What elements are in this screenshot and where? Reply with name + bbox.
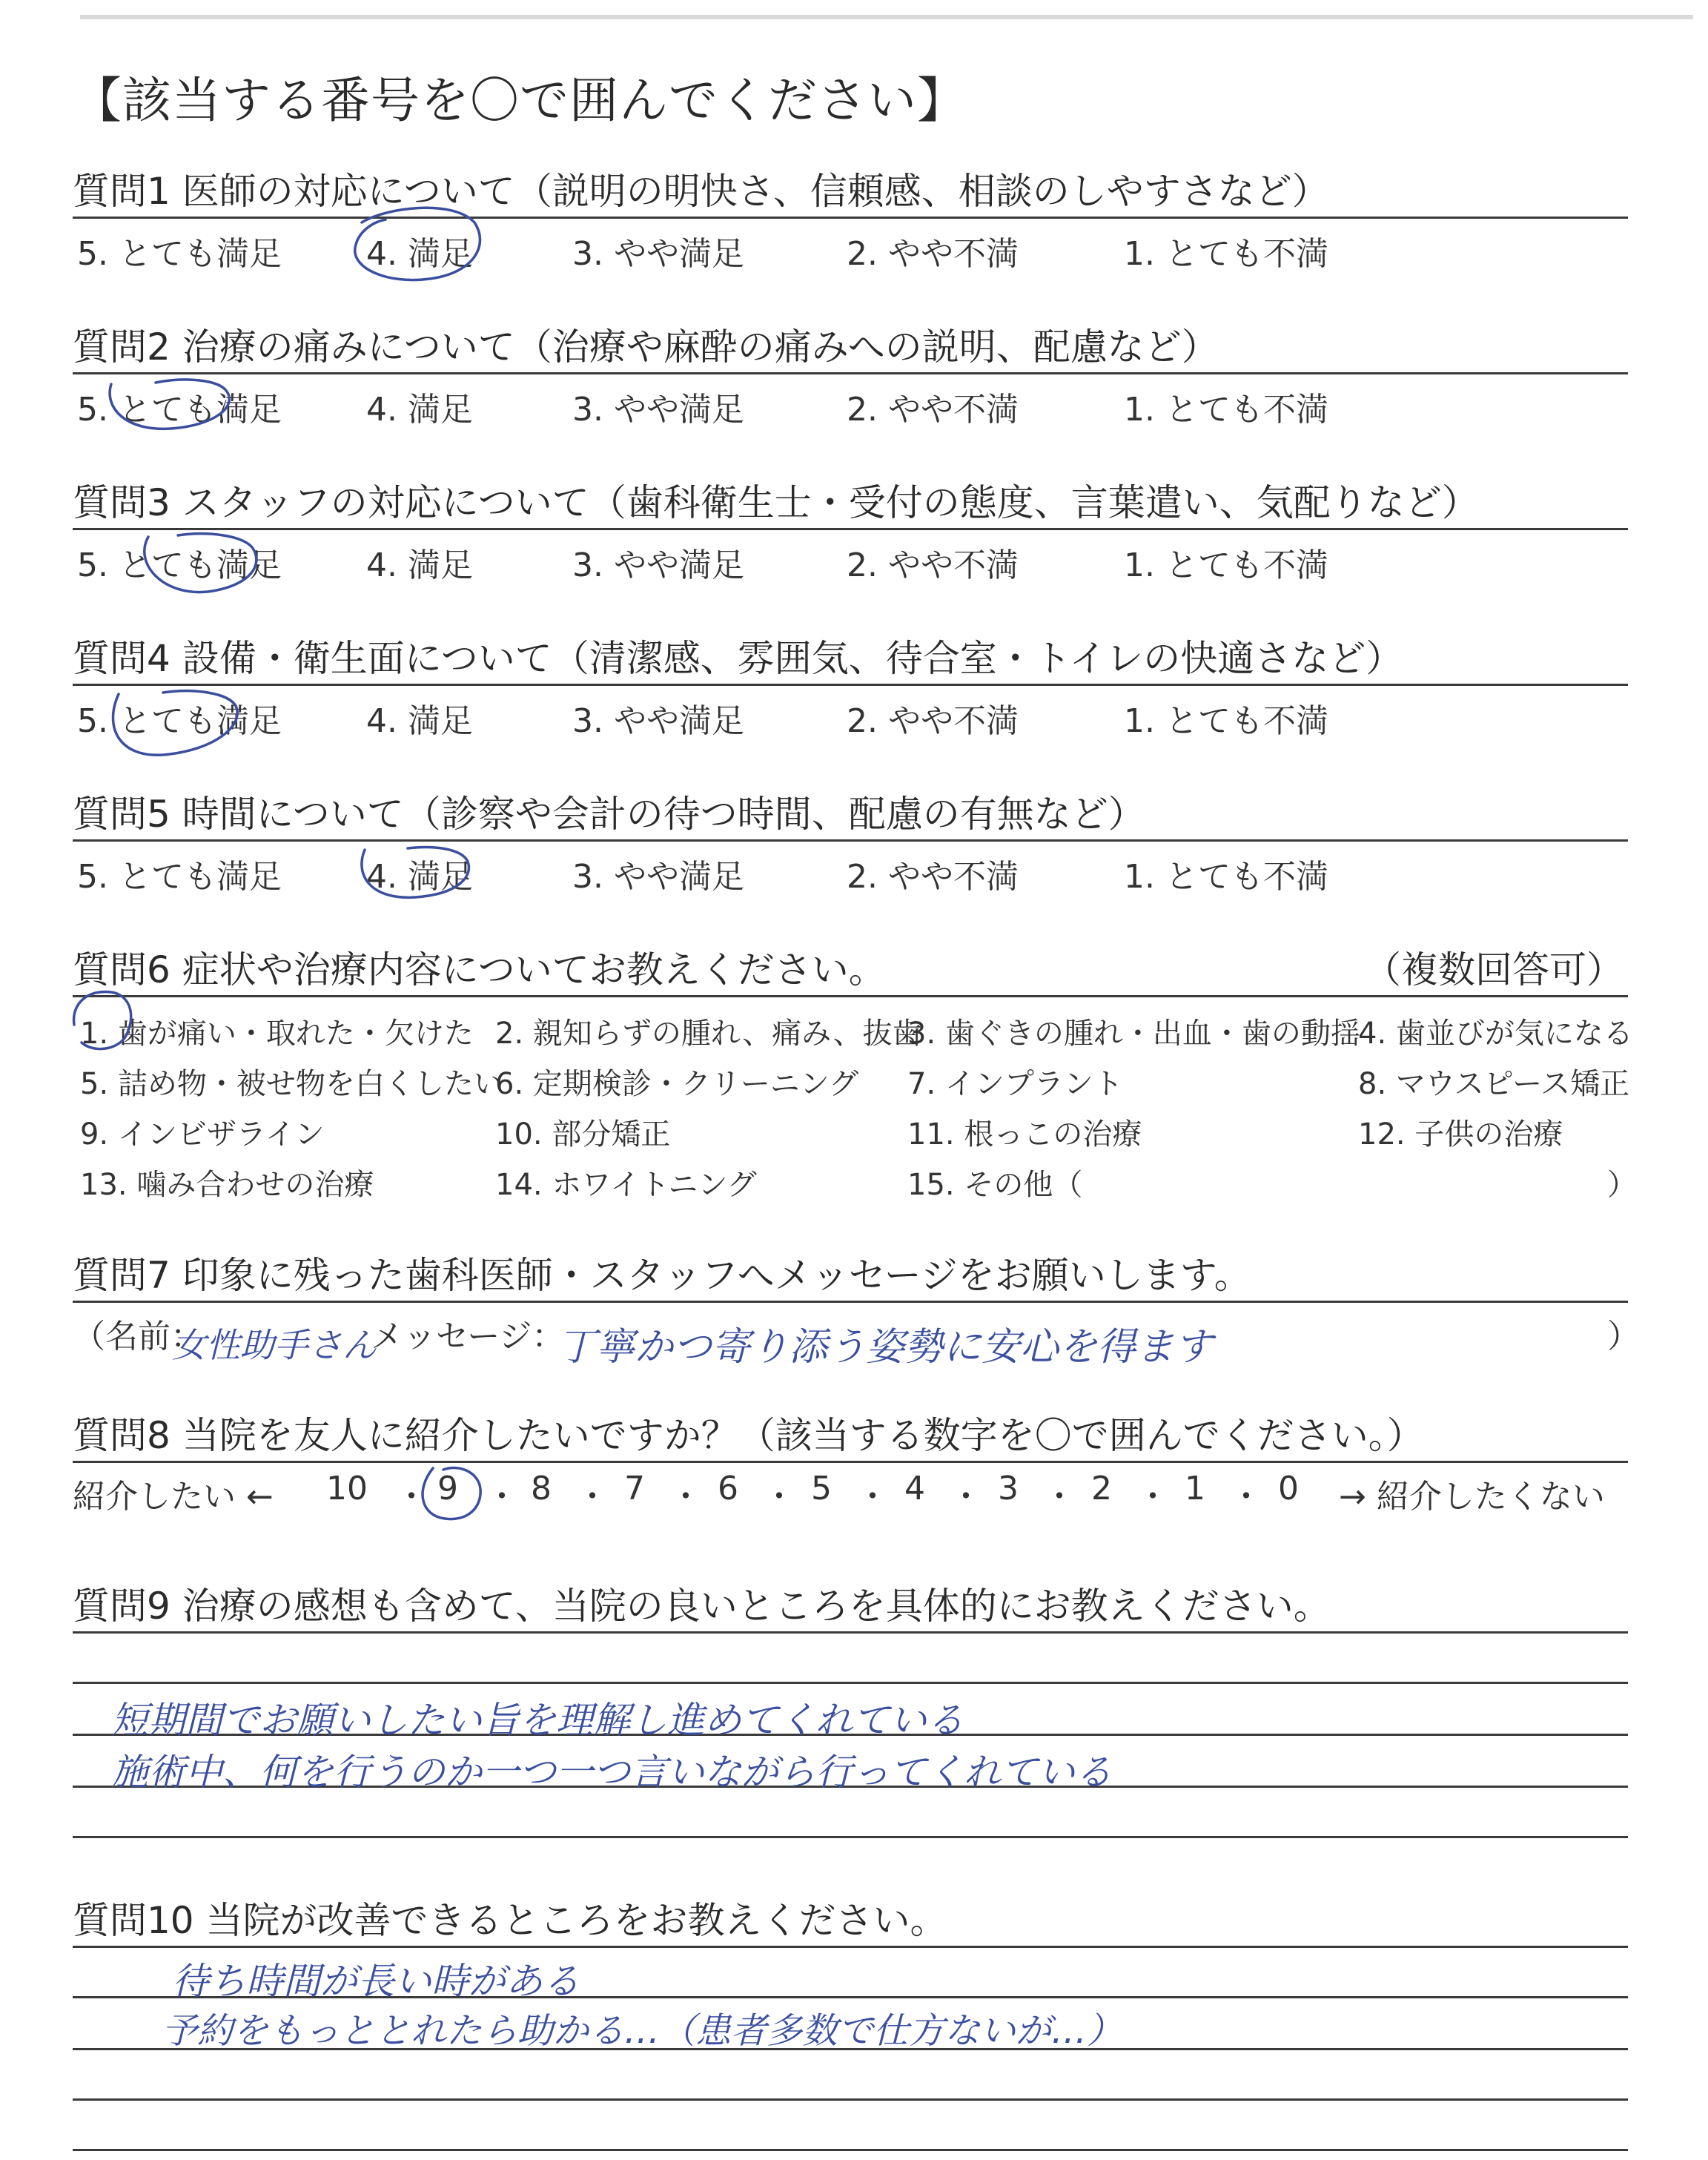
q7-name-handwritten[interactable]: 女性助手さん xyxy=(172,1325,377,1365)
q8-scale-10[interactable]: 10 xyxy=(326,1470,368,1507)
q9-answer-line-1[interactable]: 短期間でお願いしたい旨を理解し進めてくれている xyxy=(111,1699,964,1742)
q8-scale-3[interactable]: 3 xyxy=(998,1470,1019,1507)
q6-option-15-close: ） xyxy=(1607,1168,1637,1202)
q8-scale-7[interactable]: 7 xyxy=(624,1470,645,1507)
q8-sep: ・ xyxy=(576,1478,609,1516)
q8-scale-4[interactable]: 4 xyxy=(904,1470,925,1507)
q8-sep: ・ xyxy=(763,1478,795,1516)
q8-scale-8[interactable]: 8 xyxy=(531,1470,552,1507)
q2-option-3[interactable]: 3. やや満足 xyxy=(572,391,744,429)
q1-option-1[interactable]: 1. とても不満 xyxy=(1124,235,1328,273)
q1-selection-circle xyxy=(355,208,480,280)
q2-selection-circle xyxy=(110,380,229,429)
q8-scale-1[interactable]: 1 xyxy=(1185,1470,1205,1507)
q1-option-4[interactable]: 4. 満足 xyxy=(366,235,473,273)
question-4-label: 質問4 設備・衛生面について（清潔感、雰囲気、待合室・トイレの快適さなど） xyxy=(73,637,1403,680)
q6-option-13[interactable]: 13. 噛み合わせの治療 xyxy=(80,1168,374,1202)
question-3-label: 質問3 スタッフの対応について（歯科衛生士・受付の態度、言葉遣い、気配りなど） xyxy=(73,481,1479,524)
question-10-label: 質問10 当院が改善できるところをお教えください。 xyxy=(73,1899,947,1942)
question-6-label: 質問6 症状や治療内容についてお教えください。 xyxy=(73,948,886,991)
q3-selection-circle xyxy=(145,534,256,592)
q8-scale-6[interactable]: 6 xyxy=(718,1470,738,1507)
q6-option-4[interactable]: 4. 歯並びが気になる xyxy=(1358,1017,1633,1051)
q5-option-2[interactable]: 2. やや不満 xyxy=(847,858,1019,896)
q6-selection-circle xyxy=(74,991,131,1048)
q8-sep: ・ xyxy=(1230,1478,1262,1516)
q6-option-15[interactable]: 15. その他（ xyxy=(907,1168,1083,1202)
q8-sep: ・ xyxy=(856,1478,889,1516)
q8-scale-9[interactable]: 9 xyxy=(437,1470,458,1507)
q8-selection-circle xyxy=(423,1468,480,1519)
q5-selection-circle xyxy=(362,848,469,898)
q3-option-5[interactable]: 5. とても満足 xyxy=(77,546,282,584)
q1-option-2[interactable]: 2. やや不満 xyxy=(847,235,1019,273)
q7-close-paren: ） xyxy=(1607,1318,1640,1355)
page-title: 【該当する番号を〇で囲んでください】 xyxy=(73,72,967,129)
q8-sep: ・ xyxy=(1136,1478,1169,1516)
q8-scale-2[interactable]: 2 xyxy=(1091,1470,1112,1507)
q3-option-4[interactable]: 4. 満足 xyxy=(366,546,473,584)
question-6-note: （複数回答可） xyxy=(1364,948,1623,991)
q8-sep: ・ xyxy=(486,1478,518,1516)
q6-option-6[interactable]: 6. 定期検診・クリーニング xyxy=(495,1067,859,1101)
q2-option-2[interactable]: 2. やや不満 xyxy=(847,391,1019,429)
q6-option-12[interactable]: 12. 子供の治療 xyxy=(1358,1117,1563,1152)
q9-answer-line-2[interactable]: 施術中、何を行うのか一つ一つ言いながら行ってくれている xyxy=(111,1751,1112,1794)
q2-option-1[interactable]: 1. とても不満 xyxy=(1124,391,1328,429)
q6-option-7[interactable]: 7. インプラント xyxy=(907,1067,1123,1101)
q4-option-2[interactable]: 2. やや不満 xyxy=(847,702,1019,740)
q3-option-2[interactable]: 2. やや不満 xyxy=(847,546,1019,584)
q6-option-5[interactable]: 5. 詰め物・被せ物を白くしたい xyxy=(80,1067,503,1101)
q4-option-5[interactable]: 5. とても満足 xyxy=(77,702,282,740)
q6-option-9[interactable]: 9. インビザライン xyxy=(80,1117,325,1152)
q8-right-label: → 紹介したくない xyxy=(1339,1478,1605,1516)
q4-option-3[interactable]: 3. やや満足 xyxy=(572,702,744,740)
question-9-label: 質問9 治療の感想も含めて、当院の良いところを具体的にお教えください。 xyxy=(73,1585,1331,1628)
q6-option-11[interactable]: 11. 根っこの治療 xyxy=(907,1117,1142,1152)
q8-sep: ・ xyxy=(1043,1478,1076,1516)
q8-sep: ・ xyxy=(950,1478,982,1516)
q6-option-14[interactable]: 14. ホワイトニング xyxy=(495,1168,757,1202)
q7-message-label: メッセージ： xyxy=(371,1318,565,1355)
q4-selection-circle xyxy=(113,691,238,756)
q5-option-3[interactable]: 3. やや満足 xyxy=(572,858,744,896)
q6-option-8[interactable]: 8. マウスピース矯正 xyxy=(1358,1067,1630,1101)
q7-message-handwritten[interactable]: 丁寧かつ寄り添う姿勢に安心を得ます xyxy=(557,1325,1214,1370)
q6-option-3[interactable]: 3. 歯ぐきの腫れ・出血・歯の動揺 xyxy=(907,1017,1360,1051)
question-5-label: 質問5 時間について（診察や会計の待つ時間、配慮の有無など） xyxy=(73,793,1145,836)
question-7-label: 質問7 印象に残った歯科医師・スタッフへメッセージをお願いします。 xyxy=(73,1254,1251,1297)
q5-option-5[interactable]: 5. とても満足 xyxy=(77,858,282,896)
q6-option-1[interactable]: 1. 歯が痛い・取れた・欠けた xyxy=(80,1017,474,1051)
q5-option-4[interactable]: 4. 満足 xyxy=(366,858,473,896)
q6-option-10[interactable]: 10. 部分矯正 xyxy=(495,1117,671,1152)
q10-answer-line-1[interactable]: 待ち時間が長い時がある xyxy=(172,1960,580,2003)
question-2-label: 質問2 治療の痛みについて（治療や麻酔の痛みへの説明、配慮など） xyxy=(73,326,1219,369)
q2-option-5[interactable]: 5. とても満足 xyxy=(77,391,282,429)
q8-sep: ・ xyxy=(669,1478,702,1516)
q8-sep: ・ xyxy=(395,1478,428,1516)
q4-option-1[interactable]: 1. とても不満 xyxy=(1124,702,1328,740)
q7-name-label: （名前： xyxy=(73,1318,203,1355)
q8-scale-5[interactable]: 5 xyxy=(811,1470,832,1507)
q1-option-3[interactable]: 3. やや満足 xyxy=(572,235,744,273)
q2-option-4[interactable]: 4. 満足 xyxy=(366,391,473,429)
q8-left-label: 紹介したい ← xyxy=(73,1478,274,1516)
question-8-label: 質問8 当院を友人に紹介したいですか？（該当する数字を〇で囲んでください。） xyxy=(73,1414,1424,1457)
q10-answer-line-2[interactable]: 予約をもっととれたら助かる…（患者多数で仕方ないが…） xyxy=(162,2010,1123,2052)
q3-option-1[interactable]: 1. とても不満 xyxy=(1124,546,1328,584)
q4-option-4[interactable]: 4. 満足 xyxy=(366,702,473,740)
q8-scale-0[interactable]: 0 xyxy=(1278,1470,1299,1507)
q3-option-3[interactable]: 3. やや満足 xyxy=(572,546,744,584)
q6-option-2[interactable]: 2. 親知らずの腫れ、痛み、抜歯 xyxy=(495,1017,922,1051)
question-1-label: 質問1 医師の対応について（説明の明快さ、信頼感、相談のしやすさなど） xyxy=(73,170,1329,213)
q5-option-1[interactable]: 1. とても不満 xyxy=(1124,858,1328,896)
q1-option-5[interactable]: 5. とても満足 xyxy=(77,235,282,273)
